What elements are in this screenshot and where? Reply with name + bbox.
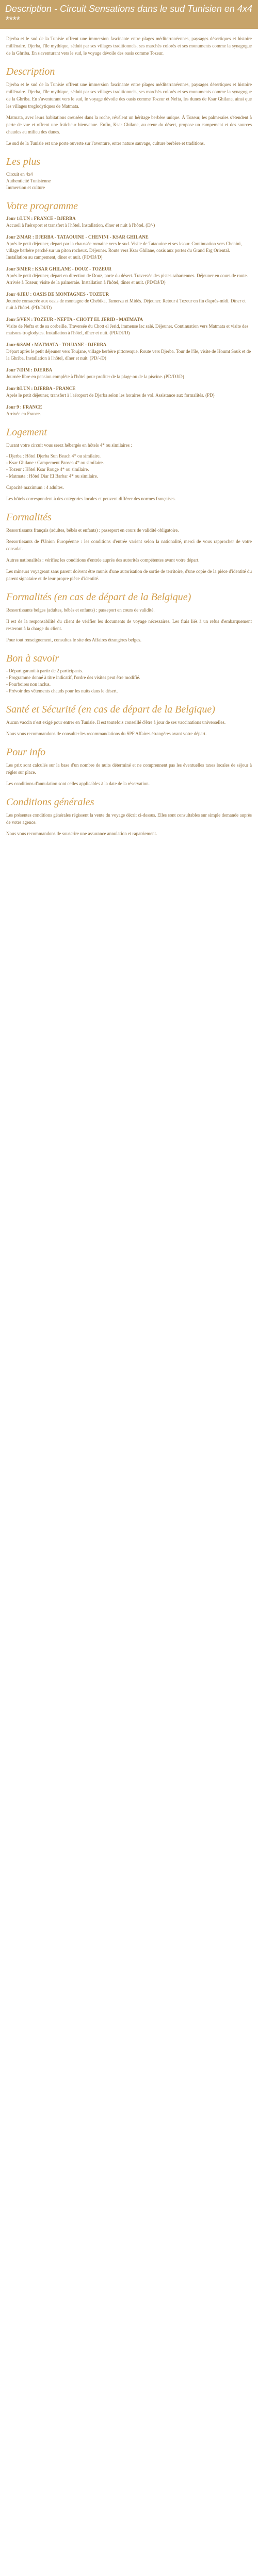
description-title: Description bbox=[6, 66, 55, 77]
logement-item: - Tozeur : Hôtel Ksar Rouge 4* ou similaire. bbox=[6, 467, 89, 472]
logement-paragraph: Durant votre circuit vous serez hébergés en hôtels 4* ou similaires : bbox=[6, 443, 133, 448]
sante-paragraph: Aucun vaccin n'est exigé pour entrer en Tunisie. Il est toutefois conseillé d'être à jour de ses vaccinations universelles. bbox=[6, 720, 226, 725]
logement-item: - Ksar Ghilane : Campement Pansea 4* ou similaire. bbox=[6, 460, 104, 465]
bon-a-savoir-item: - Pourboires non inclus. bbox=[6, 682, 51, 687]
plus-list bbox=[6, 171, 252, 191]
day-head: Jour 3/MER : KSAR GHILANE - DOUZ - TOZEUR bbox=[6, 266, 112, 272]
formalites-paragraph: Ressortissants de l'Union Européenne : les conditions d'entrée varient selon la nationalité, merci de vous rapprocher de votre consulat. bbox=[6, 539, 252, 551]
programme-day bbox=[6, 367, 252, 380]
plus-item: Authenticité Tunisienne bbox=[6, 178, 51, 183]
cgv-paragraph: Nous vous recommandons de souscrire une assurance annulation et rapatriement. bbox=[6, 831, 157, 836]
day-head: Jour 7/DIM : DJERBA bbox=[6, 367, 53, 372]
cgv-title: Conditions générales bbox=[6, 796, 94, 808]
day-line: Départ après le petit déjeuner vers Toujane, village berbère pittoresque. Route vers Djerba. Tour de l'île, visite de Houmt Souk et de la Ghriba. Installation à l'hôtel, dîner et nuit. (PD/-/D) bbox=[6, 349, 251, 361]
programme-day bbox=[6, 234, 252, 261]
intro-paragraph-1: Djerba et le sud de la Tunisie offrent une immersion fascinante entre plages méditerranéennes, paysages désertiques et histoire millénaire. Djerba, l'île mythique, séduit par ses villages traditionnels, ses marchés colorés et ses monuments comme la synagogue de la Ghriba. En s'aventurant vers le sud, le voyage dévoile des oasis comme Tozeur. bbox=[6, 36, 252, 56]
day-head: Jour 2/MAR : DJERBA - TATAOUINE - CHENINI - KSAR GHILANE bbox=[6, 234, 149, 240]
day-head: Jour 1/LUN : FRANCE - DJERBA bbox=[6, 216, 76, 221]
formalites-paragraph: Ressortissants français (adultes, bébés et enfants) : passeport en cours de validité obligatoire. bbox=[6, 528, 179, 533]
formalites-title: Formalités bbox=[6, 512, 52, 523]
cgv-paragraph: Les présentes conditions générales régissent la vente du voyage décrit ci-dessus. Elles sont consultables sur simple demande auprès de votre agence. bbox=[6, 812, 252, 825]
title-banner: Description - Circuit Sensations dans le sud Tunisien en 4x4 **** bbox=[0, 0, 258, 29]
logement-note: Capacité maximum : 4 adultes. bbox=[6, 485, 64, 490]
description-paragraph-2: Matmata, avec leurs habitations creusées dans la roche, révèlent un héritage berbère unique. À Tozeur, les palmeraies s'étendent à perte de vue et offrent une fraîcheur bienvenue. Enfin, Ksar Ghilane, au cœur du désert, propose un campement et des sources chaudes au milieu des dunes. bbox=[6, 115, 252, 134]
plus-item: Immersion et culture bbox=[6, 185, 45, 190]
plus-item: Circuit en 4x4 bbox=[6, 172, 33, 177]
bon-a-savoir-item: - Départ garanti à partir de 2 participants. bbox=[6, 668, 83, 673]
sante-title: Santé et Sécurité (en cas de départ de la Belgique) bbox=[6, 704, 215, 715]
description-paragraph-3: Le sud de la Tunisie est une porte ouverte sur l'aventure, entre nature sauvage, culture berbère et traditions. bbox=[6, 141, 205, 146]
pour-info-paragraph: Les prix sont calculés sur la base d'un nombre de nuits déterminé et ne comprennent pas les éventuelles taxes locales de séjour à régler sur place. bbox=[6, 762, 252, 775]
formalites-belgique-title: Formalités (en cas de départ de la Belgique) bbox=[6, 591, 191, 603]
page bbox=[0, 0, 258, 854]
day-head: Jour 8/LUN : DJERBA - FRANCE bbox=[6, 386, 76, 391]
bon-a-savoir-item: - Programme donné à titre indicatif, l'ordre des visites peut être modifié. bbox=[6, 675, 140, 680]
formalites-belgique-paragraph: Il est de la responsabilité du client de vérifier les documents de voyage nécessaires. Les frais liés à un refus d'embarquement resteront à la charge du client. bbox=[6, 619, 252, 631]
formalites-paragraph: Les mineurs voyageant sans parent doivent être munis d'une autorisation de sortie de territoire, d'une copie de la pièce d'identité du parent signataire et de leur propre pièce d'identité. bbox=[6, 569, 252, 581]
programme-day bbox=[6, 385, 252, 399]
day-head: Jour 4/JEU : OASIS DE MONTAGNES - TOZEUR bbox=[6, 292, 109, 297]
day-head: Jour 6/SAM : MATMATA - TOUJANE - DJERBA bbox=[6, 342, 107, 347]
description-paragraph-1: Djerba et le sud de la Tunisie offrent une immersion fascinante entre plages méditerranéennes, paysages désertiques et histoire millénaire. Djerba, l'île mythique, séduit par ses villages traditionnels, ses marchés colorés et ses monuments comme la synagogue de la Ghriba. En s'aventurant vers le sud, le voyage dévoile des oasis comme Tozeur et Nefta, les dunes de Ksar Ghilane, ainsi que les villages troglodytiques de Matmata. bbox=[6, 82, 252, 109]
day-line: Après le petit déjeuner, départ par la chaussée romaine vers le sud. Visite de Tataouine et ses ksour. Continuation vers Chenini, village berbère perché sur un piton rocheux. Déjeuner. Route vers Ksar Ghilane, oasis aux portes du Grand Erg Oriental. Installation au campement, dîner et nuit. (PD/DJ/D) bbox=[6, 241, 242, 260]
day-line: Visite de Nefta et de sa corbeille. Traversée du Chott el Jerid, immense lac salé. Déjeuner. Continuation vers Matmata et visite des maisons troglodytes. Installation à l'hôtel, dîner et nuit. (PD/DJ/D) bbox=[6, 324, 249, 335]
programme-day bbox=[6, 215, 252, 229]
day-line: Journée libre en pension complète à l'hôtel pour profiter de la plage ou de la piscine. (PD/DJ/D) bbox=[6, 374, 184, 379]
programme-day bbox=[6, 266, 252, 286]
plus-title: Les plus bbox=[6, 156, 41, 167]
logement-item: - Matmata : Hôtel Diar El Barbar 4* ou similaire. bbox=[6, 473, 98, 479]
day-line: Après le petit déjeuner, départ en direction de Douz, porte du désert. Traversée des pistes sahariennes. Déjeuner en cours de route. Arrivée à Tozeur, visite de la palmeraie. Installation à l'hôtel, dîner et nuit. (PD/DJ/D) bbox=[6, 273, 248, 285]
programme-title: Votre programme bbox=[6, 200, 78, 212]
bon-a-savoir-item: - Prévoir des vêtements chauds pour les nuits dans le désert. bbox=[6, 688, 118, 693]
day-line: Après le petit déjeuner, transfert à l'aéroport de Djerba selon les horaires de vol. Assistance aux formalités. (PD) bbox=[6, 393, 215, 398]
day-line: Journée consacrée aux oasis de montagne de Chebika, Tamerza et Midès. Déjeuner. Retour à Tozeur en fin d'après-midi. Dîner et nuit à l'hôtel. (PD/DJ/D) bbox=[6, 298, 246, 310]
bon-a-savoir-list bbox=[6, 668, 252, 694]
programme-day bbox=[6, 316, 252, 336]
formalites-belgique-paragraph: Ressortissants belges (adultes, bébés et enfants) : passeport en cours de validité. bbox=[6, 607, 155, 613]
formalites-belgique-paragraph: Pour tout renseignement, consultez le site des Affaires étrangères belges. bbox=[6, 637, 142, 642]
sante-paragraph: Nous vous recommandons de consulter les recommandations du SPF Affaires étrangères avant votre départ. bbox=[6, 731, 207, 736]
programme-day bbox=[6, 342, 252, 362]
day-line: Arrivée en France. bbox=[6, 411, 41, 416]
programme-day bbox=[6, 404, 252, 417]
programme-days bbox=[6, 215, 252, 417]
pour-info-paragraph: Les conditions d'annulation sont celles applicables à la date de la réservation. bbox=[6, 781, 150, 786]
day-line: Accueil à l'aéroport et transfert à l'hôtel. Installation, dîner et nuit à l'hôtel. (D/-) bbox=[6, 223, 155, 228]
logement-title: Logement bbox=[6, 427, 47, 438]
bon-a-savoir-title: Bon à savoir bbox=[6, 653, 59, 664]
programme-day bbox=[6, 291, 252, 311]
logement-item: - Djerba : Hôtel Djerba Sun Beach 4* ou similaire. bbox=[6, 453, 101, 459]
day-head: Jour 5/VEN : TOZEUR - NEFTA - CHOTT EL JERID - MATMATA bbox=[6, 317, 143, 322]
logement-list bbox=[6, 453, 252, 480]
intro bbox=[6, 35, 252, 57]
day-head: Jour 9 : FRANCE bbox=[6, 404, 42, 410]
formalites-paragraph: Autres nationalités : vérifiez les conditions d'entrée auprès des autorités compétentes avant votre départ. bbox=[6, 557, 200, 563]
pour-info-title: Pour info bbox=[6, 747, 46, 758]
logement-extra: Les hôtels correspondent à des catégories locales et peuvent différer des normes françaises. bbox=[6, 496, 176, 501]
